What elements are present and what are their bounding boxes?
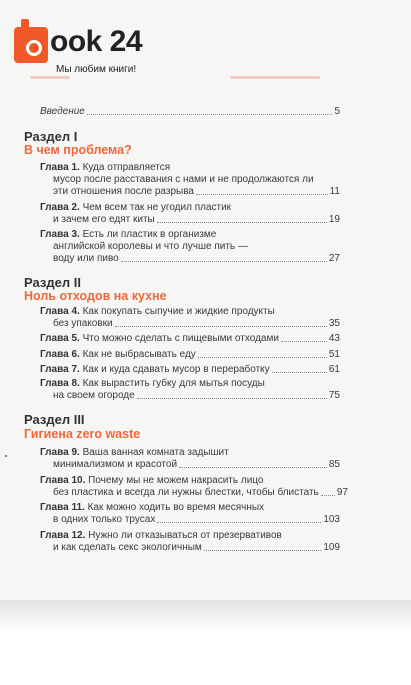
toc-chapter-line (40, 475, 340, 487)
toc-chapter-line (40, 202, 340, 214)
part-title: Раздел II (24, 275, 81, 290)
part-title: Раздел I (24, 129, 78, 144)
toc-page-number: 75 (328, 390, 340, 401)
leader-dots (157, 522, 321, 523)
leader-dots (272, 372, 327, 373)
chapter-title-line: мусор после расставания с нами и не продолжаются ли (53, 174, 314, 185)
leader-dots (179, 467, 327, 468)
toc-page-number: 11 (329, 186, 340, 197)
chapter-title-line: Почему мы не можем накрасить лицо (88, 475, 264, 486)
part-subtitle: Ноль отходов на кухне (24, 289, 167, 303)
toc-entry (53, 214, 340, 226)
chapter-title-line: воду или пиво (53, 253, 119, 264)
chapter-title-line: и зачем его едят киты (53, 214, 155, 225)
toc-page-number: 85 (328, 459, 340, 470)
chapter-title-line: без пластика и всегда ли нужны блестки, чтобы блистать (53, 487, 319, 498)
leader-dots (115, 326, 327, 327)
part-subtitle: Гигиена zero waste (24, 427, 141, 441)
toc-page-number: 51 (328, 349, 340, 360)
page-shadow-band (0, 600, 411, 685)
toc-page-number: 27 (328, 253, 340, 264)
chapter-title-line: Как покупать сыпучие и жидкие продукты (82, 306, 275, 317)
toc-entry (40, 364, 340, 376)
leader-dots (137, 398, 327, 399)
chapter-number: Глава 7. (40, 364, 80, 375)
chapter-number: Глава 8. (40, 378, 80, 389)
toc-chapter-line (40, 229, 340, 241)
leader-dots (87, 114, 333, 115)
toc-chapter-line (40, 378, 340, 390)
toc-intro-label: Введение (40, 106, 85, 117)
toc-entry (53, 542, 340, 554)
toc-entry (53, 514, 340, 526)
chapter-title-line: Как вырастить губку для мытья посуды (82, 378, 265, 389)
leader-dots (204, 550, 322, 551)
chapter-number: Глава 5. (40, 333, 80, 344)
chapter-title-line: Нужно ли отказываться от презервативов (88, 530, 282, 541)
toc-page-number: 19 (328, 214, 340, 225)
toc-entry (53, 253, 340, 265)
toc-entry (53, 390, 340, 402)
chapter-title-line: и как сделать секс экологичным (53, 542, 202, 553)
toc-chapter-line (40, 530, 340, 542)
chapter-number: Глава 1. (40, 162, 80, 173)
toc-entry-intro (40, 106, 340, 118)
leader-dots (157, 222, 327, 223)
chapter-title-line: эти отношения после разрыва (53, 186, 194, 197)
chapter-title-line: Чем всем так не угодил пластик (82, 202, 232, 213)
toc-chapter-line (40, 502, 340, 514)
chapter-title-line: на своем огороде (53, 390, 135, 401)
chapter-number: Глава 2. (40, 202, 80, 213)
toc-entry (53, 318, 340, 330)
leader-dots (198, 357, 327, 358)
leader-dots (196, 194, 328, 195)
toc-page-number: 97 (336, 487, 348, 498)
toc-entry (40, 349, 340, 361)
toc-chapter-line (40, 306, 340, 318)
chapter-number: Глава 6. (40, 349, 80, 360)
chapter-number: Глава 11. (40, 502, 85, 513)
chapter-title-line: минимализмом и красотой (53, 459, 178, 470)
chapter-title-line: Куда отправляется (82, 162, 171, 173)
stray-dot (5, 455, 7, 457)
chapter-title-line: Как не выбрасывать еду (82, 349, 196, 360)
chapter-title-line: английской королевы и что лучше пить — (53, 241, 248, 252)
toc-page-number: 109 (323, 542, 340, 553)
chapter-title-line: Как и куда сдавать мусор в переработку (82, 364, 270, 375)
toc-chapter-line (40, 162, 340, 174)
chapter-title-line: Есть ли пластик в организме (82, 229, 217, 240)
leader-dots (121, 261, 327, 262)
chapter-title (40, 333, 279, 345)
toc-entry (53, 459, 340, 471)
chapter-title-line: Как можно ходить во время месячных (87, 502, 265, 513)
chapter-title-line: Что можно сделать с пищевыми отходами (82, 333, 279, 344)
toc-page-number: 5 (334, 106, 340, 117)
chapter-title-line: Ваша ванная комната задышит (82, 447, 229, 458)
part-subtitle: В чем проблема? (24, 143, 132, 157)
chapter-number: Глава 10. (40, 475, 86, 486)
chapter-number: Глава 3. (40, 229, 80, 240)
toc-entry (40, 333, 340, 345)
chapter-title-line: без упаковки (53, 318, 113, 329)
chapter-title-line: в одних только трусах (53, 514, 156, 525)
toc-page-number: 43 (328, 333, 340, 344)
leader-dots (321, 495, 335, 496)
toc-page-number: 35 (328, 318, 340, 329)
leader-dots (281, 341, 327, 342)
toc-page-number: 61 (328, 364, 340, 375)
chapter-title (40, 364, 270, 376)
chapter-number: Глава 9. (40, 447, 80, 458)
chapter-number: Глава 12. (40, 530, 86, 541)
toc-chapter-line (40, 447, 340, 459)
logo-slogan: Мы любим книги! (56, 64, 137, 75)
chapter-number: Глава 4. (40, 306, 80, 317)
chapter-title (40, 349, 196, 361)
toc-entry (53, 487, 348, 499)
part-title: Раздел III (24, 412, 85, 427)
logo-text: ook 24 (50, 25, 143, 58)
toc-page-number: 103 (323, 514, 340, 525)
toc-entry (53, 186, 340, 198)
